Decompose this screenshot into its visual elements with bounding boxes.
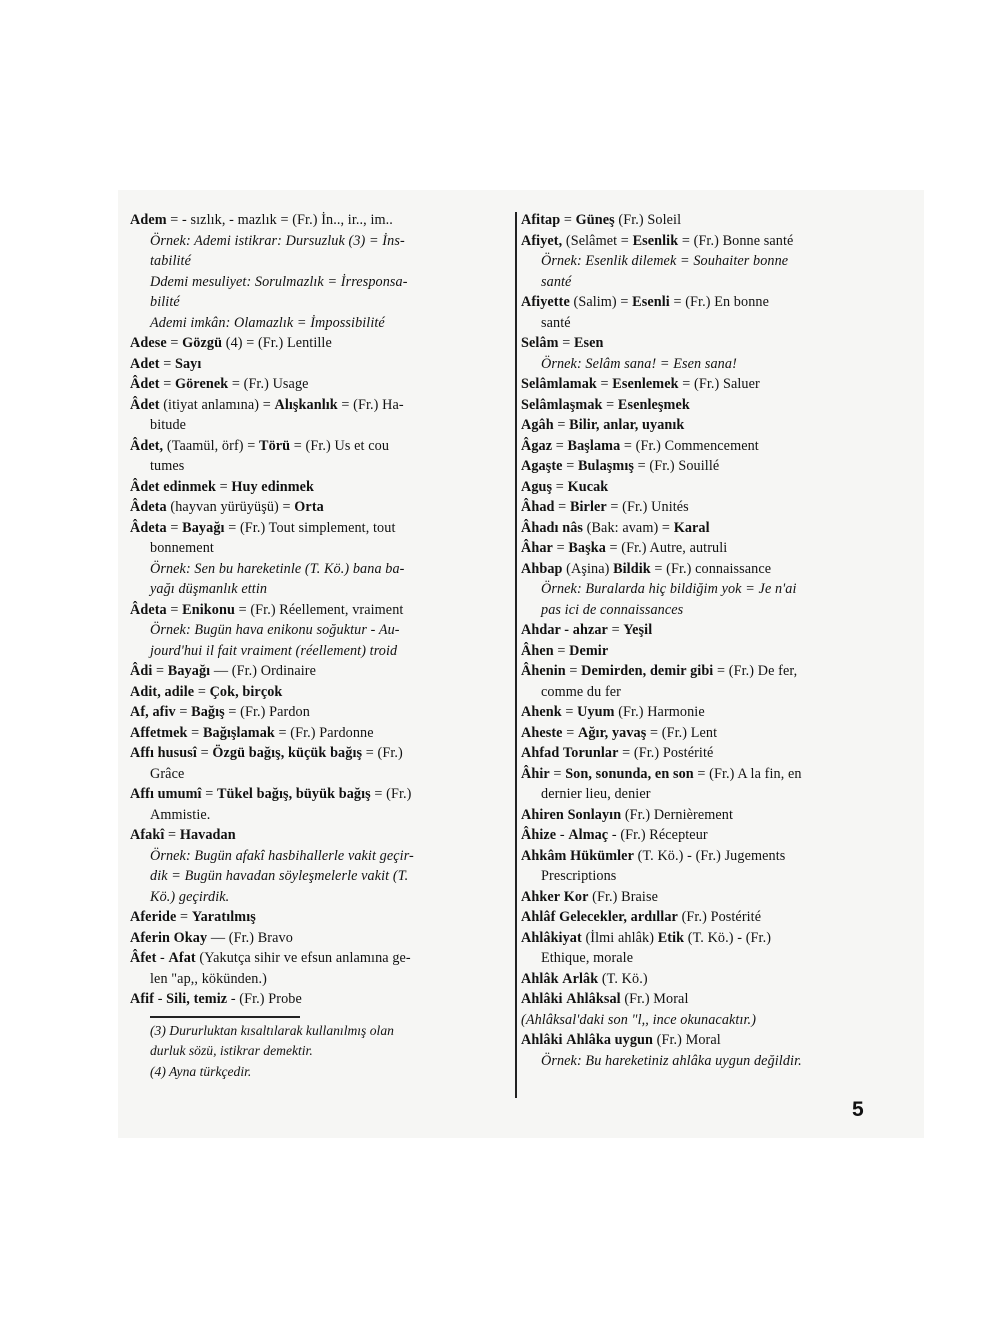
entry-turkish-equivalent: Bildik bbox=[613, 560, 651, 577]
entry-continuation: Örnek: Bugün hava enikonu soğuktur - Au- bbox=[150, 622, 400, 638]
entry-headword: Âdet bbox=[130, 396, 160, 413]
entry-headword: Âdet, bbox=[130, 437, 164, 454]
dictionary-entry bbox=[130, 436, 512, 457]
entry-text: = bbox=[607, 622, 624, 638]
entry-headword: Âdet bbox=[130, 376, 160, 392]
footnote: (3) Dururluktan kısaltılarak kullanılmış olan bbox=[150, 1022, 394, 1038]
dictionary-entry bbox=[521, 620, 905, 641]
entry-turkish-equivalent: Yaratılmış bbox=[191, 909, 256, 925]
entry-headword: Aferide bbox=[130, 909, 177, 925]
entry-continuation: Örnek: Bugün afakî hasbihallerle vakit geçir- bbox=[150, 847, 414, 864]
entry-text: (T. Kö.) - (Fr.) bbox=[684, 929, 772, 946]
right-column bbox=[521, 210, 905, 1071]
entry-text: (İlmi ahlâk) bbox=[581, 929, 658, 946]
entry-headword: Âhen bbox=[521, 642, 554, 659]
entry-headword: Âdeta bbox=[130, 601, 167, 618]
entry-turkish-equivalent: Bulaşmış bbox=[577, 458, 634, 474]
entry-headword: Ahlâki bbox=[521, 1032, 563, 1048]
entry-turkish-equivalent: Kor bbox=[563, 888, 589, 905]
entry-continuation: Kö.) geçirdik. bbox=[150, 888, 230, 905]
entry-text: (Fr.) Braise bbox=[588, 888, 658, 905]
entry-turkish-equivalent: Sili, temiz bbox=[166, 991, 228, 1007]
entry-text: = bbox=[562, 724, 578, 741]
entry-headword: Adem bbox=[130, 212, 167, 228]
entry-turkish-equivalent: Son, sonunda, en son bbox=[565, 765, 694, 782]
entry-text: = (Fr.) Usage bbox=[228, 376, 309, 392]
entry-text: = (Fr.) bbox=[370, 786, 412, 802]
dictionary-entry bbox=[521, 395, 905, 416]
entry-turkish-equivalent: Esenli bbox=[632, 294, 670, 310]
entry-headword: Ahlâk bbox=[521, 970, 559, 987]
dictionary-entry bbox=[130, 210, 512, 231]
entry-continuation: Ademi imkân: Olamazlık = İmpossibilité bbox=[150, 314, 385, 331]
dictionary-entry bbox=[521, 374, 905, 395]
entry-turkish-equivalent: Yeşil bbox=[623, 622, 653, 638]
entry-text: = (Fr.) A la fin, en bbox=[693, 765, 802, 782]
entry-text: - bbox=[556, 827, 569, 843]
entry-headword: Adet bbox=[130, 355, 160, 372]
entry-headword: Âhar bbox=[521, 540, 553, 556]
entry-turkish-equivalent: Torunlar bbox=[563, 745, 619, 761]
dictionary-entry bbox=[130, 825, 512, 846]
entry-headword: Adese bbox=[130, 335, 167, 351]
entry-headword: Afiyette bbox=[521, 294, 570, 310]
dictionary-entry bbox=[521, 928, 905, 949]
entry-text: (hayvan yürüyüşü) = bbox=[166, 499, 295, 515]
entry-headword: Aheste bbox=[521, 724, 563, 741]
entry-turkish-equivalent: Okay bbox=[173, 929, 208, 946]
dictionary-entry bbox=[130, 989, 512, 1010]
entry-turkish-equivalent: Ahlâka uygun bbox=[566, 1032, 654, 1048]
dictionary-entry bbox=[521, 989, 905, 1010]
entry-turkish-equivalent: Özgü bağış, küçük bağış bbox=[212, 745, 363, 761]
entry-continuation: Örnek: Buralarda hiç bildiğim yok = Je n'ai bbox=[541, 581, 797, 597]
dictionary-entry bbox=[130, 354, 512, 375]
entry-headword: Aferin bbox=[130, 929, 170, 946]
entry-text: (Yakutça sihir ve efsun anlamına ge- bbox=[195, 950, 411, 966]
dictionary-entry bbox=[130, 477, 512, 498]
entry-text: (Fr.) Soleil bbox=[614, 212, 682, 228]
dictionary-entry bbox=[521, 497, 905, 518]
entry-continuation: Örnek: Bu hareketiniz ahlâka uygun değildir. bbox=[541, 1052, 802, 1069]
entry-continuation: len "ap,, kökünden.) bbox=[150, 970, 267, 987]
entry-text: = bbox=[164, 827, 180, 843]
entry-turkish-equivalent: Afat bbox=[168, 950, 196, 966]
entry-text: = bbox=[159, 355, 175, 372]
entry-text: = bbox=[552, 540, 569, 556]
entry-text: - bbox=[156, 950, 169, 966]
entry-headword: Ahlâkiyat bbox=[521, 929, 582, 946]
entry-turkish-equivalent: Etik bbox=[657, 929, 685, 946]
entry-text: = bbox=[166, 601, 183, 618]
entry-turkish-equivalent: Alışkanlık bbox=[274, 396, 338, 413]
dictionary-entry bbox=[130, 948, 512, 969]
entry-turkish-equivalent: Görenek bbox=[174, 376, 229, 392]
entry-text: = (Fr.) Ha- bbox=[337, 396, 404, 413]
entry-turkish-equivalent: Çok, birçok bbox=[209, 683, 283, 700]
entry-headword: Afitap bbox=[521, 212, 561, 228]
entry-headword: Af, afiv bbox=[130, 704, 176, 720]
dictionary-entry bbox=[521, 436, 905, 457]
entry-turkish-equivalent: Güneş bbox=[575, 212, 615, 228]
dictionary-entry bbox=[130, 784, 512, 805]
entry-continuation: Grâce bbox=[150, 765, 185, 782]
entry-turkish-equivalent: Esenlemek bbox=[612, 376, 679, 392]
entry-turkish-equivalent: Bilir, anlar, uyanık bbox=[569, 417, 685, 433]
entry-continuation: Ddemi mesuliyet: Sorulmazlık = İrresponsa- bbox=[150, 273, 408, 290]
dictionary-entry bbox=[521, 231, 905, 252]
dictionary-entry bbox=[130, 702, 512, 723]
entry-text: (Salim) = bbox=[569, 294, 633, 310]
entry-continuation: santé bbox=[541, 314, 571, 331]
entry-continuation: Örnek: Sen bu hareketinle (T. Kö.) bana ba- bbox=[150, 560, 405, 577]
dictionary-entry bbox=[521, 641, 905, 662]
entry-text: (Selâmet = bbox=[562, 232, 633, 249]
entry-text: = (Fr.) De fer, bbox=[713, 663, 798, 679]
entry-turkish-equivalent: Gözgü bbox=[182, 335, 223, 351]
entry-text: = bbox=[166, 335, 183, 351]
entry-headword: Ahlâki bbox=[521, 991, 563, 1007]
entry-headword: Ahfad bbox=[521, 745, 560, 761]
entry-text: (Fr.) Harmonie bbox=[614, 704, 705, 720]
dictionary-entry bbox=[130, 600, 512, 621]
entry-continuation: Örnek: Selâm sana! = Esen sana! bbox=[541, 355, 737, 372]
entry-continuation: yağı düşmanlık ettin bbox=[150, 581, 268, 597]
entry-continuation: bonnement bbox=[150, 540, 214, 556]
entry-turkish-equivalent: Sayı bbox=[174, 355, 202, 372]
entry-turkish-equivalent: Başka bbox=[568, 540, 606, 556]
entry-turkish-equivalent: Tükel bağış, büyük bağış bbox=[216, 786, 371, 802]
entry-continuation: Ammistie. bbox=[150, 806, 211, 823]
entry-turkish-equivalent: Uyum bbox=[577, 704, 615, 720]
entry-text: = bbox=[554, 499, 570, 515]
entry-text: = bbox=[552, 478, 568, 495]
dictionary-entry bbox=[521, 333, 905, 354]
footnote: durluk sözü, istikrar demektir. bbox=[150, 1043, 313, 1058]
dictionary-entry bbox=[130, 743, 512, 764]
dictionary-entry bbox=[521, 456, 905, 477]
dictionary-entry bbox=[521, 825, 905, 846]
dictionary-entry bbox=[521, 477, 905, 498]
entry-text: — (Fr.) Ordinaire bbox=[210, 663, 317, 679]
entry-continuation: dik = Bugün havadan söyleşmelerle vakit (T. bbox=[150, 868, 409, 884]
entry-headword: Ahdar - ahzar bbox=[521, 622, 608, 638]
entry-headword: Ahkâm bbox=[521, 847, 567, 864]
entry-text: (4) = (Fr.) Lentille bbox=[222, 335, 332, 351]
entry-text: (Fr.) Moral bbox=[620, 991, 689, 1007]
entry-continuation: pas ici de connaissances bbox=[541, 601, 684, 618]
dictionary-entry bbox=[130, 661, 512, 682]
dictionary-entry bbox=[521, 764, 905, 785]
entry-text: - bbox=[154, 991, 167, 1007]
entry-continuation: Örnek: Esenlik dilemek = Souhaiter bonne bbox=[541, 253, 789, 269]
dictionary-entry bbox=[130, 518, 512, 539]
entry-text: - (Fr.) Probe bbox=[227, 991, 302, 1007]
entry-text: = (Fr.) Souillé bbox=[633, 458, 720, 474]
entry-headword: Ahenk bbox=[521, 704, 562, 720]
entry-text: = bbox=[558, 335, 574, 351]
page-number: 5 bbox=[852, 1098, 864, 1121]
entry-turkish-equivalent: Ahlâksal bbox=[566, 991, 621, 1007]
entry-text: = bbox=[552, 437, 568, 454]
entry-turkish-equivalent: Demirden, demir gibi bbox=[581, 663, 714, 679]
dictionary-entry bbox=[130, 374, 512, 395]
entry-headword: Selâmlaşmak bbox=[521, 396, 603, 413]
entry-continuation: Prescriptions bbox=[541, 868, 617, 884]
entry-continuation: bitude bbox=[150, 417, 187, 433]
entry-text: = bbox=[187, 724, 203, 741]
entry-text: = (Fr.) Postérité bbox=[618, 745, 714, 761]
entry-headword: Âgaz bbox=[521, 437, 553, 454]
entry-turkish-equivalent: Karal bbox=[673, 519, 710, 536]
entry-continuation: tabilité bbox=[150, 253, 191, 269]
entry-headword: Adit, adile bbox=[130, 683, 195, 700]
entry-text: = bbox=[159, 376, 175, 392]
dictionary-entry bbox=[521, 538, 905, 559]
entry-text: = (Fr.) En bonne bbox=[669, 294, 769, 310]
entry-turkish-equivalent: Esenleşmek bbox=[617, 396, 690, 413]
entry-headword: Ahlâf bbox=[521, 909, 556, 925]
entry-continuation: bilité bbox=[150, 294, 180, 310]
entry-continuation: santé bbox=[541, 273, 572, 290]
dictionary-entry bbox=[130, 497, 512, 518]
entry-text: = bbox=[196, 745, 213, 761]
entry-text: = (Fr.) Pardon bbox=[224, 704, 310, 720]
entry-turkish-equivalent: Bayağı bbox=[167, 663, 211, 679]
entry-text: = (Fr.) Unités bbox=[606, 499, 689, 515]
entry-text: = bbox=[602, 396, 618, 413]
entry-text: = (Fr.) Réellement, vraiment bbox=[234, 601, 404, 618]
entry-headword: Selâmlamak bbox=[521, 376, 597, 392]
entry-text: (Taamül, örf) = bbox=[163, 437, 259, 454]
entry-turkish-equivalent: Gelecekler, ardıllar bbox=[559, 909, 678, 925]
entry-text: = - sızlık, - mazlık = (Fr.) İn.., ir.., im.. bbox=[166, 212, 393, 228]
entry-text: = bbox=[553, 417, 570, 433]
dictionary-entry bbox=[521, 846, 905, 867]
entry-headword: Afakî bbox=[130, 827, 165, 843]
entry-turkish-equivalent: Arlâk bbox=[562, 970, 599, 987]
footnote-rule bbox=[150, 1016, 300, 1018]
entry-text: = (Fr.) Tout simplement, tout bbox=[224, 519, 396, 536]
entry-text: = (Fr.) Pardonne bbox=[274, 724, 374, 741]
entry-headword: Aguş bbox=[521, 478, 553, 495]
entry-headword: Ahker bbox=[521, 888, 561, 905]
dictionary-entry bbox=[521, 805, 905, 826]
entry-turkish-equivalent: Havadan bbox=[179, 827, 236, 843]
entry-continuation: Ethique, morale bbox=[541, 950, 634, 966]
dictionary-entry bbox=[521, 210, 905, 231]
column-divider bbox=[515, 212, 517, 1098]
entry-text: (Bak: avam) = bbox=[583, 519, 674, 536]
entry-headword: Ahbap bbox=[521, 560, 563, 577]
left-column bbox=[130, 210, 512, 1082]
entry-headword: Agaşte bbox=[521, 458, 563, 474]
entry-headword: Âhenin bbox=[521, 663, 566, 679]
entry-text: = bbox=[562, 458, 578, 474]
entry-text: (itiyat anlamına) = bbox=[159, 396, 275, 413]
entry-turkish-equivalent: Huy edinmek bbox=[231, 478, 315, 495]
entry-text: = bbox=[565, 663, 582, 679]
entry-turkish-equivalent: Sonlayın bbox=[567, 806, 622, 823]
dictionary-entry bbox=[521, 292, 905, 313]
entry-headword: Âhadı nâs bbox=[521, 519, 584, 536]
dictionary-entry bbox=[521, 887, 905, 908]
entry-turkish-equivalent: Başlama bbox=[567, 437, 621, 454]
entry-text: (Fr.) Moral bbox=[653, 1032, 721, 1048]
dictionary-entry bbox=[521, 702, 905, 723]
entry-turkish-equivalent: Enikonu bbox=[182, 601, 235, 618]
entry-headword: Âfet bbox=[130, 950, 157, 966]
entry-turkish-equivalent: Bağışlamak bbox=[202, 724, 275, 741]
entry-headword: Âdet edinmek bbox=[130, 478, 216, 495]
entry-turkish-equivalent: Demir bbox=[569, 642, 609, 659]
entry-headword: Âhir bbox=[521, 765, 550, 782]
dictionary-entry bbox=[521, 559, 905, 580]
entry-turkish-equivalent: Kucak bbox=[567, 478, 609, 495]
entry-turkish-equivalent: Esenlik bbox=[632, 232, 679, 249]
entry-turkish-equivalent: Hükümler bbox=[570, 847, 634, 864]
entry-text: = (Fr.) Autre, autruli bbox=[605, 540, 728, 556]
entry-headword: Affı umumî bbox=[130, 786, 202, 802]
entry-continuation: jourd'hui il fait vraiment (réellement) troid bbox=[150, 642, 398, 659]
entry-text: = bbox=[201, 786, 217, 802]
entry-turkish-equivalent: Törü bbox=[259, 437, 291, 454]
entry-text: = (Fr.) Commencement bbox=[620, 437, 759, 454]
footnote: (4) Ayna türkçedir. bbox=[150, 1063, 252, 1079]
dictionary-entry bbox=[521, 415, 905, 436]
entry-headword: Afiyet, bbox=[521, 232, 563, 249]
dictionary-entry bbox=[521, 723, 905, 744]
dictionary-entry bbox=[521, 1030, 905, 1051]
entry-text: = bbox=[166, 519, 183, 536]
dictionary-entry bbox=[130, 723, 512, 744]
entry-text: (T. Kö.) bbox=[598, 970, 648, 987]
entry-text: (T. Kö.) - (Fr.) Jugements bbox=[633, 847, 786, 864]
entry-text: = bbox=[553, 642, 570, 659]
entry-text: (Fr.) Postérité bbox=[677, 909, 762, 925]
entry-continuation: Örnek: Ademi istikrar: Dursuzluk (3) = İns- bbox=[150, 232, 405, 249]
dictionary-entry bbox=[521, 743, 905, 764]
dictionary-entry bbox=[130, 333, 512, 354]
dictionary-entry bbox=[130, 395, 512, 416]
entry-turkish-equivalent: Birler bbox=[569, 499, 607, 515]
entry-text: = bbox=[175, 704, 192, 720]
entry-text: - (Fr.) Récepteur bbox=[608, 827, 708, 843]
entry-continuation: (Ahlâksal'daki son "l,, ince okunacaktır.) bbox=[521, 1011, 757, 1028]
entry-headword: Âhad bbox=[521, 499, 555, 515]
entry-headword: Afif bbox=[130, 991, 155, 1007]
entry-text: (Aşina) bbox=[562, 560, 614, 577]
entry-text: = bbox=[549, 765, 566, 782]
entry-text: = bbox=[560, 212, 576, 228]
dictionary-entry bbox=[521, 969, 905, 990]
entry-headword: Âhize bbox=[521, 827, 557, 843]
entry-text: = bbox=[596, 376, 613, 392]
entry-continuation: dernier lieu, denier bbox=[541, 786, 651, 802]
entry-headword: Âdi bbox=[130, 663, 153, 679]
entry-turkish-equivalent: Ağır, yavaş bbox=[577, 724, 647, 741]
entry-turkish-equivalent: Orta bbox=[294, 499, 324, 515]
entry-headword: Âdeta bbox=[130, 519, 167, 536]
entry-turkish-equivalent: Almaç bbox=[568, 827, 609, 843]
entry-continuation: tumes bbox=[150, 458, 185, 474]
entry-headword: Agâh bbox=[521, 417, 554, 433]
entry-turkish-equivalent: Esen bbox=[573, 335, 604, 351]
entry-turkish-equivalent: Bayağı bbox=[182, 519, 225, 536]
entry-headword: Âdeta bbox=[130, 499, 167, 515]
entry-headword: Selâm bbox=[521, 335, 559, 351]
entry-text: (Fr.) Dernièrement bbox=[621, 806, 734, 823]
entry-text: = bbox=[194, 683, 210, 700]
entry-headword: Ahiren bbox=[521, 806, 564, 823]
entry-text: = (Fr.) Lent bbox=[646, 724, 718, 741]
dictionary-entry bbox=[521, 518, 905, 539]
entry-turkish-equivalent: Bağış bbox=[191, 704, 225, 720]
dictionary-entry bbox=[521, 661, 905, 682]
dictionary-entry bbox=[130, 928, 512, 949]
entry-text: = (Fr.) Saluer bbox=[678, 376, 760, 392]
entry-text: = bbox=[152, 663, 168, 679]
entry-text: = (Fr.) connaissance bbox=[650, 560, 772, 577]
dictionary-entry bbox=[130, 907, 512, 928]
entry-text: = (Fr.) Us et cou bbox=[290, 437, 390, 454]
entry-text: = bbox=[561, 704, 578, 720]
entry-continuation: comme du fer bbox=[541, 683, 621, 700]
entry-headword: Affı hususî bbox=[130, 745, 197, 761]
entry-text: = bbox=[176, 909, 192, 925]
entry-text: = (Fr.) Bonne santé bbox=[678, 232, 794, 249]
entry-headword: Affetmek bbox=[130, 724, 188, 741]
dictionary-entry bbox=[130, 682, 512, 703]
entry-text: = (Fr.) bbox=[362, 745, 403, 761]
entry-text: — (Fr.) Bravo bbox=[207, 929, 293, 946]
dictionary-entry bbox=[521, 907, 905, 928]
entry-text: = bbox=[215, 478, 232, 495]
